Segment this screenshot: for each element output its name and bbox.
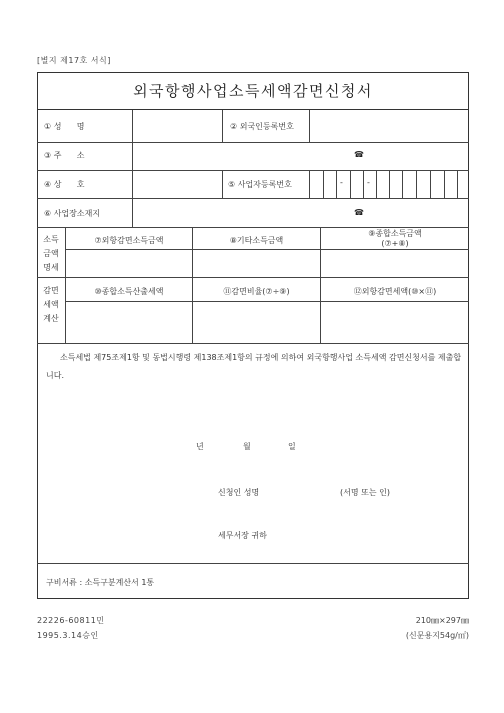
statement-text: 소득세법 제75조제1항 및 동법시행령 제138조제1항의 규정에 의하여 외국항행사업 소득세액 감면신청서를 제출합니다.: [46, 353, 462, 380]
digit-box-divider: [323, 170, 324, 198]
footer-code: 22226-60811민: [37, 616, 105, 625]
income-col3-header: ⑨종합소득금액 (⑦+⑧): [368, 229, 422, 248]
tax-col3-header: ⑫외항감면세액(⑩×⑪): [353, 287, 437, 296]
applicant-label: 신청인 성명: [218, 488, 260, 497]
reg-dash: -: [340, 178, 343, 187]
biz-location-label: ⑥ 사업장소재지: [44, 209, 101, 218]
income-col2-header: ⑧기타소득금액: [229, 236, 284, 245]
digit-box-divider: [336, 170, 337, 198]
tax-col2-header: ⑪감면비율(⑦÷⑨): [223, 287, 290, 296]
row-divider: [37, 170, 469, 171]
row-divider: [37, 227, 469, 228]
name-label: ① 성 명: [44, 122, 85, 131]
income-side-label: 소득 금액 명세: [43, 235, 59, 272]
date-day: 일: [288, 442, 296, 451]
trade-name-label: ④ 상 호: [44, 180, 85, 189]
address-label: ③ 주 소: [44, 151, 85, 160]
date-year: 년: [196, 442, 204, 451]
tax-col1-header: ⑩종합소득산출세액: [94, 287, 164, 296]
digit-box-divider: [389, 170, 390, 198]
tax-side-label: 감면 세액 계산: [43, 286, 59, 323]
form-frame: [37, 72, 469, 599]
row-divider: [65, 249, 469, 250]
phone-icon: ☎: [354, 208, 364, 217]
col-divider: [222, 110, 223, 142]
reg-dash: -: [367, 178, 370, 187]
footer-approval: 1995.3.14승인: [37, 631, 99, 640]
phone-icon: ☎: [354, 150, 364, 159]
digit-box-divider: [444, 170, 445, 198]
foreign-reg-label: ② 외국인등록번호: [230, 122, 294, 131]
digit-box-divider: [376, 170, 377, 198]
row-divider: [37, 277, 469, 278]
income-col1-header: ⑦외항감면소득금액: [94, 236, 164, 245]
row-divider: [65, 301, 469, 302]
col-divider: [309, 170, 310, 198]
col-divider: [309, 110, 310, 142]
footer-paper: (신문용지54g/㎡): [405, 631, 469, 640]
col-divider: [222, 170, 223, 198]
col-divider: [132, 110, 133, 227]
addressee: 세무서장 귀하: [218, 531, 267, 540]
title-row: [37, 72, 469, 110]
signature-note: (서명 또는 인): [340, 488, 390, 497]
attachment-note: 구비서류 : 소득구분계산서 1통: [46, 578, 155, 587]
form-label: [별지 제17호 서식]: [37, 56, 111, 65]
digit-box-divider: [430, 170, 431, 198]
digit-box-divider: [363, 170, 364, 198]
date-month: 월: [243, 442, 251, 451]
biz-reg-label: ⑤ 사업자등록번호: [228, 180, 292, 189]
row-divider: [37, 142, 469, 143]
digit-box-divider: [457, 170, 458, 198]
digit-box-divider: [416, 170, 417, 198]
digit-box-divider: [402, 170, 403, 198]
row-divider: [37, 563, 469, 564]
row-divider: [37, 343, 469, 344]
row-divider: [37, 198, 469, 199]
form-title: 외국항행사업소득세액감면신청서: [133, 82, 373, 100]
digit-box-divider: [350, 170, 351, 198]
footer-size: 210㎜×297㎜: [415, 616, 469, 625]
